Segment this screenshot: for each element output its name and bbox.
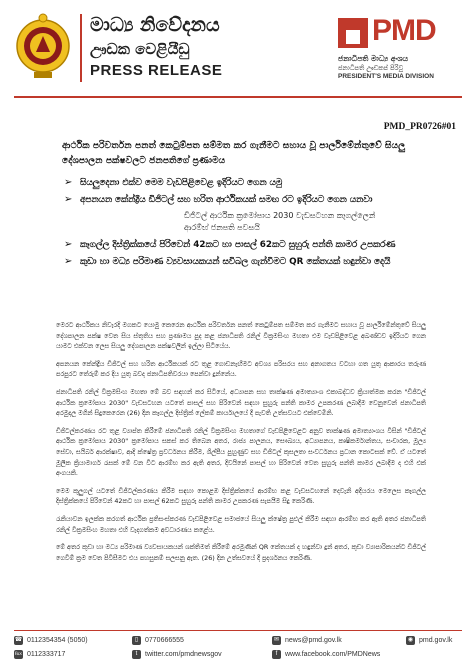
arrow-bullet-icon: ➢ xyxy=(64,177,73,188)
bullet-note-line: ආරම්භ් ජනපති පවසයි xyxy=(184,223,260,232)
website-link[interactable]: pmd.gov.lk xyxy=(419,637,453,644)
footer-email[interactable] xyxy=(272,636,342,645)
header-rule xyxy=(14,96,462,98)
bullet-text: කුඩා හා මධ්‍ය පරිමාණ ව්‍යවසායකයන් සවිබල ගැන්වීමට QR කේතයක් හඳුන්වා දෙයි xyxy=(80,257,391,267)
bullet-item xyxy=(64,238,424,252)
facebook-icon: f xyxy=(272,650,281,659)
mobile-number: 0770666555 xyxy=(145,637,184,644)
arrow-bullet-icon: ➢ xyxy=(64,256,73,267)
arrow-bullet-icon: ➢ xyxy=(64,194,73,205)
bullet-text: කෑගල්ල දිස්ත්‍රික්කයේ පිරිවෙන් 42කට හා පාසල් 62කට සුහුරු පන්ති කාමර උපකරණ xyxy=(80,240,396,250)
title-english: PRESS RELEASE xyxy=(90,62,223,79)
footer-mobile xyxy=(132,636,184,645)
pmd-subtitle-tamil: ජනාධිපති ඌඩකප් පිරිවු xyxy=(338,64,404,72)
footer-twitter[interactable] xyxy=(132,650,222,659)
paragraph: රැකියාවන ඉලක්ක කරගත් ආර්ථික ප්‍රතිසංස්කරණ වැඩපිළිවෙළ සමාජයේ සියලු ක්ෂේත්‍ර පුළුල් කිරීම සඳහා ආරම්භ කර ඇති අතර ජනාධිපති රනිල් වික්‍රමසිංහ මහතා එහි වැදගත්කම අවධාරණය කළේය. xyxy=(56,514,426,534)
footer-facebook[interactable] xyxy=(272,650,380,659)
twitter-link[interactable]: twitter.com/pmdnewsgov xyxy=(145,651,222,658)
bullet-note-line: ඩිජිටල් ආර්ථික ක්‍රමෝපාය 2030 වැඩසටහන කෑගල්ලෙන් xyxy=(184,211,376,220)
footer xyxy=(14,634,462,666)
phone-icon: ☎ xyxy=(14,637,23,643)
fax-icon: ℻ xyxy=(14,651,23,657)
bullet-text: සියලුදෙනා එක්ව මෙම වැඩපිළිවෙළ ඉදිරියට ගෙන යමු xyxy=(80,178,283,188)
bullet-item xyxy=(64,176,424,190)
footer-website[interactable] xyxy=(406,636,452,645)
title-sinhala: මාධ්‍ය නිවේදනය xyxy=(90,14,220,36)
paragraph: මෙම කුලුගල් යටතේ ඩිජිටල්කරණය කිරීම සඳහා කොළඹ දිස්ත්‍රික්කයේ ආරම්භ කළ වැඩසටහනේ දෙවැනි අදියරය මෙලෙස කෑගල්ල දිස්ත්‍රික්කයේ පිරිවෙන් 42කට හා පාසල් 62කට සුහුරු පන්ති කාමර උපකරණ සැපයීම සිදු කෙරිණි. xyxy=(56,486,426,506)
paragraph: ඩිජිටල්කරණය රට තුළ ව්‍යාප්ත කිරීමේ ජනාධිපති රනිල් වික්‍රමසිංහ මහතාගේ වැඩපිළිවෙළට අනුව තාක්ෂණ අමාත්‍යාංශය විසින් "ඩිජිටල් ආර්ථික ක්‍රමෝපාය 2030" ක්‍රමෝපාය සකස් කර තිබෙන අතර, රාජ්‍ය පාලනය, සෞඛ්‍යය, අධ්‍යාපනය, කෘෂිකර්මාන්තය, සංචාරක, මූල්‍ය සේවා, සයිබර් ආරක්ෂාව, ආදි ක්ෂේත්‍ර ප්‍රවර්ධනය කිරීම, ශිල්පීය පුහුණුව සහ ඩිජිටල් කුසලතා සංවර්ධනය ප්‍රධාන කොටසක් වේ. ඒ යටතේ මූලික ක්‍රියාමාර්ග රැසක් මේ වන විට ආරම්භ කර ඇති අතර, දිවයිනේ පාසල් හා පිරිවෙන් වෙත සුහුරු පන්ති කාමර ලබාදීම ද එහි එක් අංගයකි. xyxy=(56,426,426,478)
header-divider xyxy=(80,14,82,82)
footer-rule xyxy=(14,630,462,631)
bullet-text: අපනයන කේන්ද්‍රීය ඩිජිටල් සහ හරිත ආර්ථිකයක් සමඟ රට ඉදිරියට ගෙන යනවා xyxy=(80,195,373,205)
sri-lanka-emblem-icon xyxy=(14,12,72,84)
email-icon: ✉ xyxy=(273,637,280,643)
paragraph: ජනාධිපති රනිල් වික්‍රමසිංහ මහතා මේ බව සඳහන් කර සිටියේ, අධ්‍යාපන සහ තාක්ෂණ අමාත්‍යාංශ එකාබද්ධව ක්‍රියාත්මක කරන "ඩිජිටල් ආර්ථික ක්‍රමෝපාය 2030" වැඩසටහන යටතේ පාසල් සහ පිරිවෙන් සඳහා සුහුරු පන්ති කාමර උපකරණ ලබාදීම වෙනුවෙන් ජනාධිපති අරමුදල මගින් සිදුකෙරෙන (26) දින කෑගල්ල දිස්ත්‍රික් ලේකම් කාර්යාලයේ දී පැවති උත්සවයට එක්වෙමිනි. xyxy=(56,387,426,418)
paragraph: මේ අතර කුඩා හා මධ්‍ය පරිමාණ ව්‍යවසායකයන් ශක්තිමත් කිරීමේ අරමුණින් QR කේතයක් ද හඳුන්වා දුන් අතර, කුඩා ව්‍යාපාරිකයන්ට ඩිජිටල් ගෙවීම් ක්‍රම වෙත පිවිසීමට එය පහසුකම් සලසනු ඇත. (26) දින උත්සවයේ දී ප්‍රදර්ශනය කෙරිණි. xyxy=(56,543,426,562)
pmd-subtitle-english: PRESIDENT'S MEDIA DIVISION xyxy=(338,73,434,80)
body-text xyxy=(56,320,426,570)
paragraph: මෙරට ආර්ථිකය නිවැරදි මගකට යොමු කෙරෙන ආර්ථික පරිවර්තන පනත් කෙටුම්පත සම්මත කර ගැනීමට සහාය වූ පාර්ලිමේන්තුවේ සියලු දේශපාලන පක්ෂ වෙත සිය ස්තුතිය සහ ප්‍රණාමය පුද කළ ජනාධිපති රනිල් වික්‍රමසිංහ මහතා එම වැඩපිළිවෙළ අඛණ්ඩව ඉදිරියට ගෙන යාමට එක්වන ලෙස සියලු දේශපාලන පක්ෂවලින් ඉල්ලා සිටියේය. xyxy=(56,321,426,351)
phone-number: 0112354354 (5050) xyxy=(27,637,88,644)
bullet-list xyxy=(64,176,424,272)
email-link[interactable]: news@pmd.gov.lk xyxy=(285,637,342,644)
bullet-item xyxy=(64,193,424,207)
mobile-icon: ▯ xyxy=(132,636,141,645)
paragraph: අපනයන කේන්ද්‍රීය ඩිජිටල් සහ හරිත ආර්ථිකයක් රට තුළ ගොඩනැඟීමට අවශ්‍ය පරිසරය සහ අනාගතය වටහා ගත යුතු ආකාරය තරුණ පරපුරට තේරුම් කර දිය යුතු බවද ජනාධිපතිවරයා පෙන්වා දුන්නේය. xyxy=(56,359,426,379)
pmd-logo xyxy=(338,14,462,84)
facebook-link[interactable]: www.facebook.com/PMDNews xyxy=(285,651,381,658)
reference-number: PMD_PR0726#01 xyxy=(383,122,456,132)
pmd-logo-mark-icon xyxy=(338,18,368,48)
footer-phone xyxy=(14,636,88,645)
globe-icon: ◉ xyxy=(407,637,414,643)
arrow-bullet-icon: ➢ xyxy=(64,239,73,250)
pmd-subtitle-sinhala: ජනාධිපති මාධ්‍ය අංශය xyxy=(338,54,409,63)
fax-number: 0112333717 xyxy=(27,651,66,658)
footer-fax xyxy=(14,650,65,659)
title-tamil: ඌඩක වෙළියීඩු xyxy=(90,40,190,58)
headline: ආර්ථික පරිවර්තන පනත් කෙටුම්පත සම්මත කර ගැනීමට සහාය වූ පාර්ලිමේන්තුවේ සියලු දේශපාලන පක්ෂවලට ජනපතිගේ ප්‍රණාමය xyxy=(62,140,406,166)
twitter-icon: t xyxy=(132,650,141,659)
header xyxy=(0,0,474,96)
pmd-logo-text: PMD xyxy=(372,14,436,47)
bullet-item xyxy=(64,255,424,269)
bullet-note xyxy=(64,210,424,234)
